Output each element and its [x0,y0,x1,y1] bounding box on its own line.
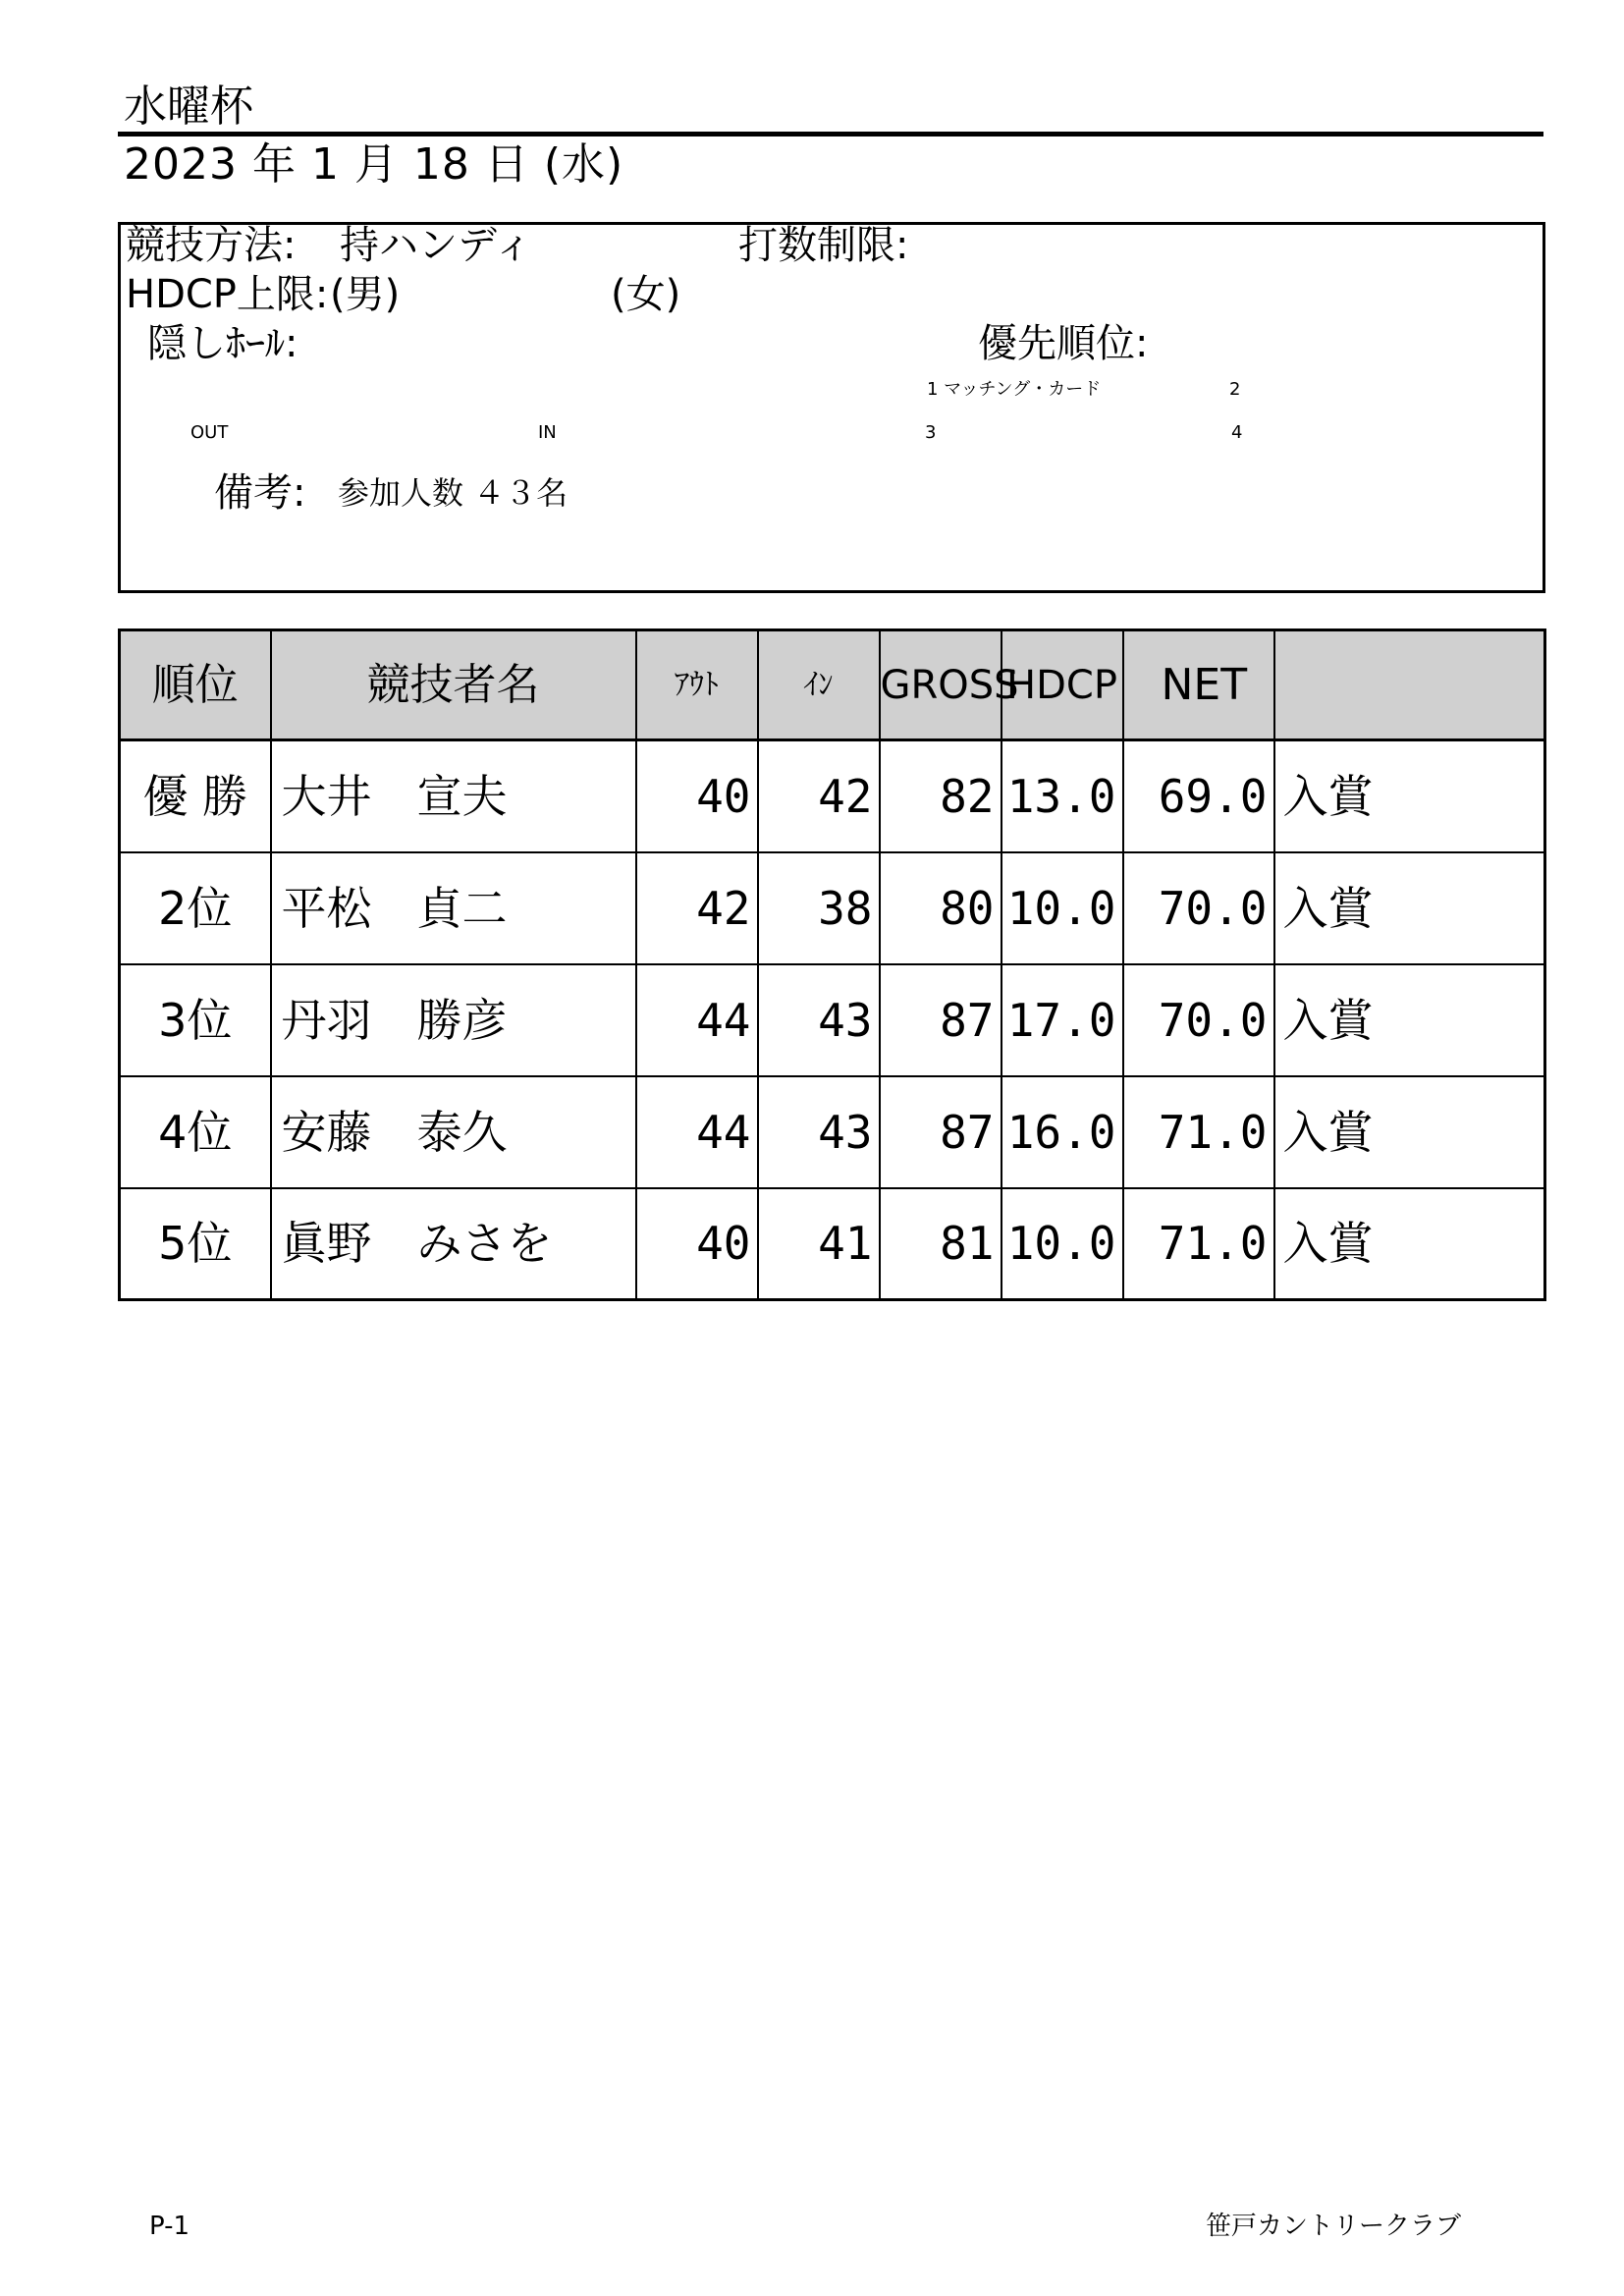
name-cell: 眞野 みさを [271,1188,636,1300]
hdcp-cell: 17.0 [1001,964,1123,1076]
in-label: IN [538,422,557,443]
name-cell: 丹羽 勝彦 [271,964,636,1076]
hdcp-cell: 16.0 [1001,1076,1123,1188]
page-number: P-1 [149,2212,190,2241]
method-value: 持ハンディ [340,223,533,268]
in-cell: 41 [758,1188,880,1300]
stroke-limit-label: 打数制限: [738,223,909,268]
header-name: 競技者名 [271,630,636,740]
table-row [120,964,1545,1076]
title-rule [118,132,1543,137]
net-cell: 70.0 [1123,964,1274,1076]
net-cell: 71.0 [1123,1076,1274,1188]
name-cell: 平松 貞二 [271,852,636,964]
out-cell: 44 [636,964,758,1076]
remarks-value: 参加人数 ４３名 [338,474,568,512]
gross-cell: 87 [880,964,1001,1076]
priority-4: 4 [1231,422,1243,443]
note-cell: 入賞 [1274,852,1545,964]
gross-cell: 80 [880,852,1001,964]
method-label: 競技方法: [126,223,297,268]
gross-cell: 81 [880,1188,1001,1300]
out-cell: 44 [636,1076,758,1188]
hdcp-cell: 10.0 [1001,852,1123,964]
event-date: 2023 年 1 月 18 日 (水) [124,139,624,190]
note-cell: 入賞 [1274,740,1545,852]
note-cell: 入賞 [1274,1076,1545,1188]
remarks-label: 備考: [214,470,306,516]
rank-cell: 2位 [120,852,271,964]
header-out: ｱｳﾄ [636,630,758,740]
table-row [120,740,1545,852]
header-in: ｲﾝ [758,630,880,740]
in-cell: 42 [758,740,880,852]
rank-cell: 3位 [120,964,271,1076]
gross-cell: 82 [880,740,1001,852]
hdcp-cell: 10.0 [1001,1188,1123,1300]
header-net: NET [1123,630,1274,740]
table-row [120,1188,1545,1300]
note-cell: 入賞 [1274,964,1545,1076]
priority-2: 2 [1229,379,1241,400]
club-name: 笹戸カントリークラブ [1206,2212,1462,2241]
hdcp-men: (男) [330,272,401,317]
header-rank: 順位 [120,630,271,740]
out-cell: 40 [636,740,758,852]
priority-3: 3 [925,422,937,443]
hdcp-limit-label: HDCP上限: [126,272,329,317]
hdcp-cell: 13.0 [1001,740,1123,852]
hidden-holes-label: 隠しﾎｰﾙ: [147,321,298,366]
out-cell: 40 [636,1188,758,1300]
in-cell: 43 [758,1076,880,1188]
rank-cell: 優 勝 [120,740,271,852]
note-cell: 入賞 [1274,1188,1545,1300]
priority-label: 優先順位: [978,321,1149,366]
out-cell: 42 [636,852,758,964]
name-cell: 安藤 泰久 [271,1076,636,1188]
header-gross: GROSS [880,630,1001,740]
page-title: 水曜杯 [124,82,253,132]
out-label: OUT [190,422,229,443]
net-cell: 71.0 [1123,1188,1274,1300]
in-cell: 38 [758,852,880,964]
net-cell: 69.0 [1123,740,1274,852]
results-table [118,629,1546,1301]
header-hdcp: HDCP [1001,630,1123,740]
hdcp-women: (女) [611,272,681,317]
rank-cell: 4位 [120,1076,271,1188]
in-cell: 43 [758,964,880,1076]
table-row [120,1076,1545,1188]
table-header-row [120,630,1545,740]
net-cell: 70.0 [1123,852,1274,964]
priority-1: 1 マッチング・カード [927,379,1102,400]
rank-cell: 5位 [120,1188,271,1300]
header-note [1274,630,1545,740]
gross-cell: 87 [880,1076,1001,1188]
name-cell: 大井 宣夫 [271,740,636,852]
table-row [120,852,1545,964]
